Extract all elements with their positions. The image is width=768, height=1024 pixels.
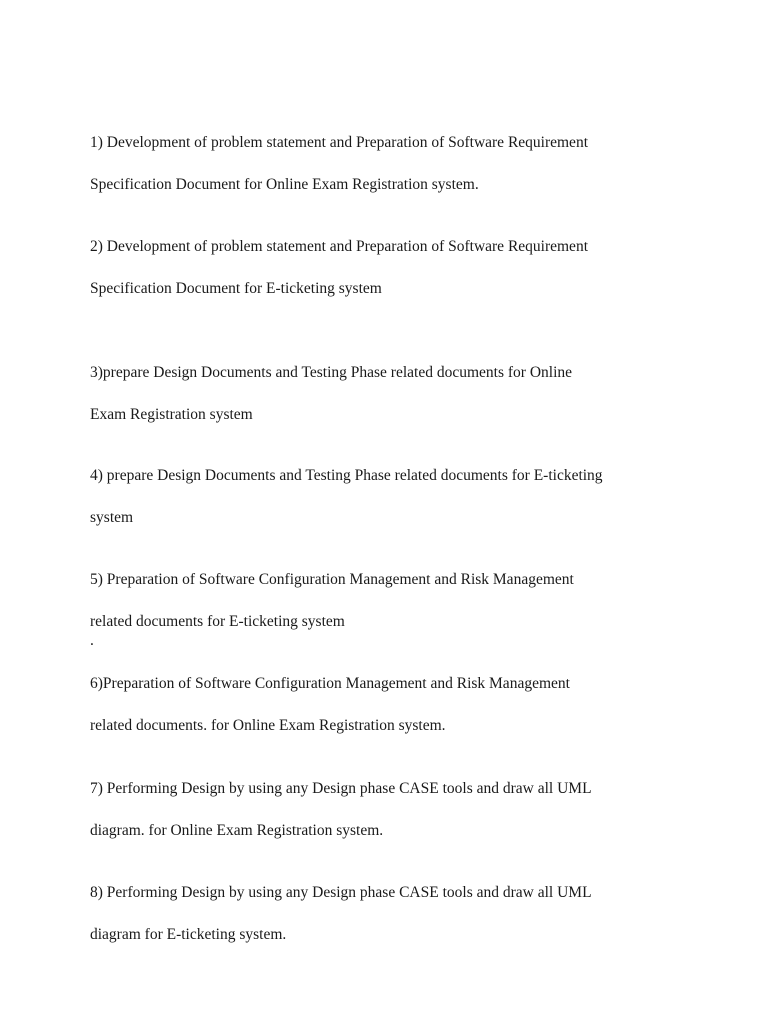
list-item-2-line-1: 2) Development of problem statement and Preparation of Software Requirement: [90, 238, 588, 255]
list-item-1-line-2: Specification Document for Online Exam Registration system.: [90, 176, 479, 193]
list-item-5: [90, 548, 690, 632]
list-item-3-line-1: 3)prepare Design Documents and Testing Phase related documents for Online: [90, 364, 573, 381]
list-item-8-line-1: 8) Performing Design by using any Design phase CASE tools and draw all UML: [90, 884, 592, 901]
list-item-3: [90, 341, 690, 425]
list-item-6: [90, 652, 690, 736]
list-item-4-line-2: system: [90, 509, 134, 526]
list-item-7: [90, 757, 690, 841]
list-item-3-line-2: Exam Registration system: [90, 406, 253, 423]
list-item-4-line-1: 4) prepare Design Documents and Testing Phase related documents for E-ticketing: [90, 467, 603, 484]
list-item-5-line-2: related documents for E-ticketing system: [90, 613, 345, 630]
list-item-4: [90, 444, 690, 528]
list-item-6-line-1: 6)Preparation of Software Configuration Management and Risk Management: [90, 675, 570, 692]
list-item-7-line-2: diagram. for Online Exam Registration system.: [90, 822, 384, 839]
list-item-2: [90, 215, 690, 299]
stray-period-mark: .: [90, 632, 94, 649]
list-item-1: [90, 111, 690, 195]
list-item-1-line-1: 1) Development of problem statement and Preparation of Software Requirement: [90, 134, 588, 151]
list-item-8-line-2: diagram for E-ticketing system.: [90, 926, 287, 943]
list-item-2-line-2: Specification Document for E-ticketing system: [90, 280, 382, 297]
list-item-5-line-1: 5) Preparation of Software Configuration Management and Risk Management: [90, 571, 574, 588]
list-item-6-line-2: related documents. for Online Exam Registration system.: [90, 717, 446, 734]
list-item-7-line-1: 7) Performing Design by using any Design phase CASE tools and draw all UML: [90, 780, 592, 797]
list-item-8: [90, 861, 690, 945]
